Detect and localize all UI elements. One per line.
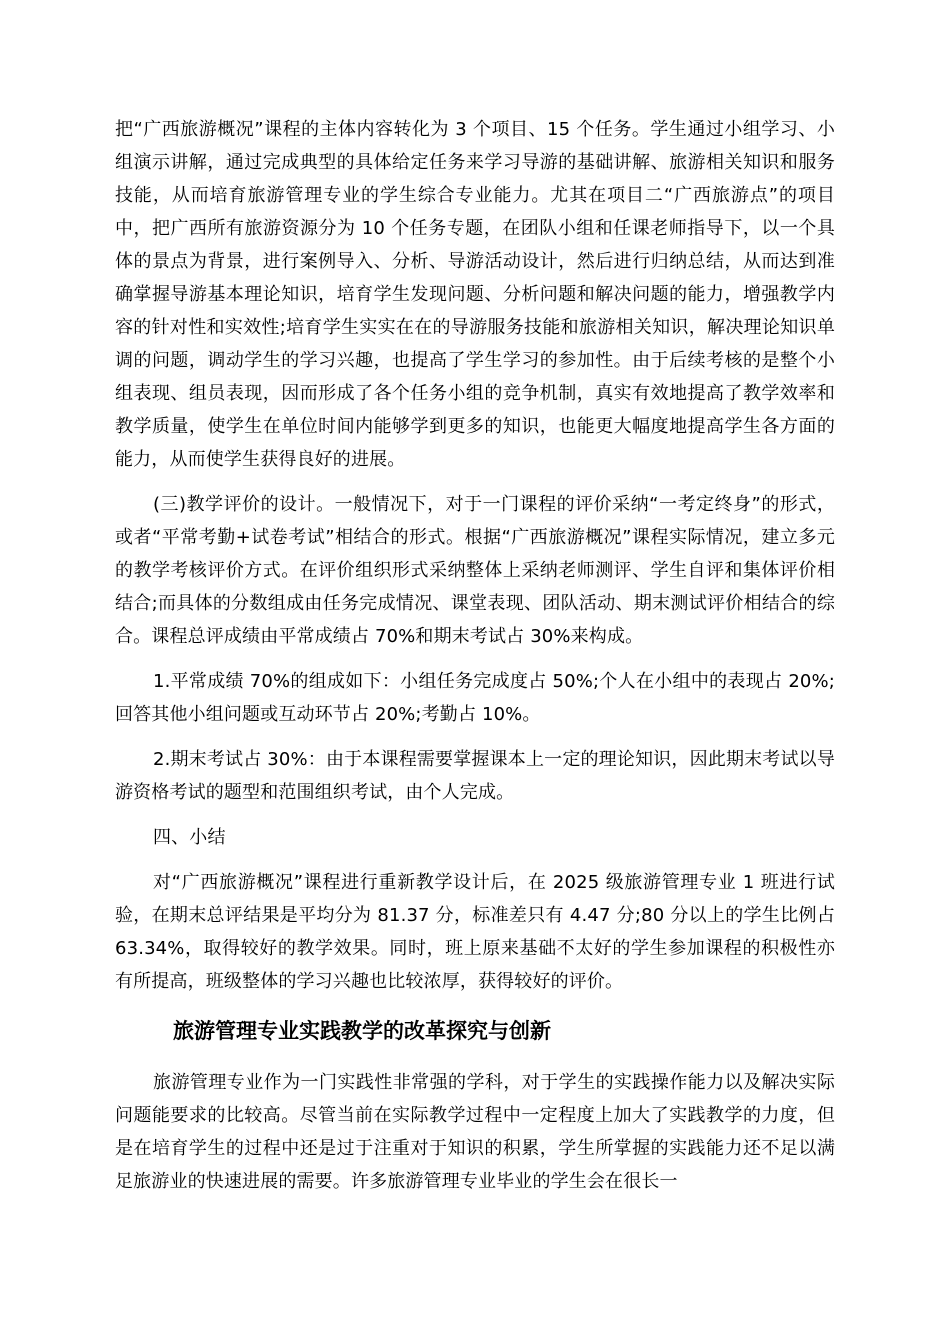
paragraph-evaluation-design: (三)教学评价的设计。一般情况下，对于一门课程的评价采纳“一考定终身”的形式，或者“平常考勤+试卷考试”相结合的形式。根据“广西旅游概况”课程实际情况，建立多元的教学考核评价方式。在评价组织形式采纳整体上采纳老师测评、学生自评和集体评价相结合;而具体的分数组成由任务完成情况、课堂表现、团队活动、期末测试评价相结合的综合。课程总评成绩由平常成绩占 70%和期末考试占 30%来构成。 — [115, 494, 835, 647]
paragraph-final-exam: 2.期末考试占 30%：由于本课程需要掌握课本上一定的理论知识，因此期末考试以导游资格考试的题型和范围组织考试，由个人完成。 — [115, 749, 835, 803]
section-heading-summary: 四、小结 — [153, 827, 226, 848]
document-body — [115, 113, 835, 1198]
paragraph-regular-score: 1.平常成绩 70%的组成如下：小组任务完成度占 50%;个人在小组中的表现占 20%;回答其他小组问题或互动环节占 20%;考勤占 10%。 — [115, 671, 835, 725]
article-title: 旅游管理专业实践教学的改革探究与创新 — [173, 1019, 551, 1043]
paragraph-article-intro: 旅游管理专业作为一门实践性非常强的学科，对于学生的实践操作能力以及解决实际问题能要求的比较高。尽管当前在实际教学过程中一定程度上加大了实践教学的力度，但是在培育学生的过程中还是过于注重对于知识的积累，学生所掌握的实践能力还不足以满足旅游业的快速进展的需要。许多旅游管理专业毕业的学生会在很长一 — [115, 1072, 835, 1192]
paragraph-summary-results: 对“广西旅游概况”课程进行重新教学设计后，在 2025 级旅游管理专业 1 班进行试验，在期末总评结果是平均分为 81.37 分，标准差只有 4.47 分;80 分以上的学生比例占 63.34%，取得较好的教学效果。同时，班上原来基础不太好的学生参加课程的积极性亦有所提高，班级整体的学习兴趣也比较浓厚，获得较好的评价。 — [115, 872, 835, 992]
paragraph-project-tasks: 把“广西旅游概况”课程的主体内容转化为 3 个项目、15 个任务。学生通过小组学习、小组演示讲解，通过完成典型的具体给定任务来学习导游的基础讲解、旅游相关知识和服务技能，从而培育旅游管理专业的学生综合专业能力。尤其在项目二“广西旅游点”的项目中，把广西所有旅游资源分为 10 个任务专题，在团队小组和任课老师指导下，以一个具体的景点为背景，进行案例导入、分析、导游活动设计，然后进行归纳总结，从而达到准确掌握导游基本理论知识，培育学生发现问题、分析问题和解决问题的能力，增强教学内容的针对性和实效性;培育学生实实在在的导游服务技能和旅游相关知识，解决理论知识单调的问题，调动学生的学习兴趣，也提高了学生学习的参加性。由于后续考核的是整个小组表现、组员表现，因而形成了各个任务小组的竞争机制，真实有效地提高了教学效率和教学质量，使学生在单位时间内能够学到更多的知识，也能更大幅度地提高学生各方面的能力，从而使学生获得良好的进展。 — [115, 119, 835, 470]
